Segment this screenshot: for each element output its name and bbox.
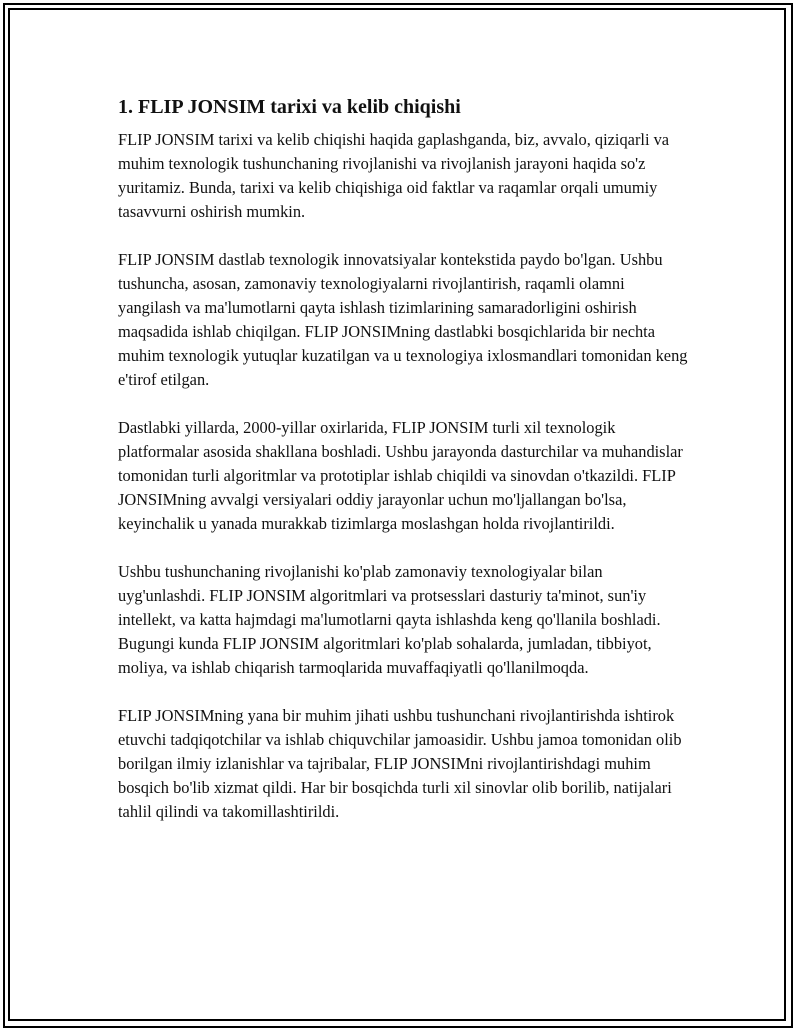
paragraph-5: FLIP JONSIMning yana bir muhim jihati ushbu tushunchani rivojlantirishda ishtirok etuvchi tadqiqotchilar va ishlab chiquvchilar jamoasidir. Ushbu jamoa tomonidan olib borilgan ilmiy izlanishlar va tajribalar, FLIP JONSIMni rivojlantirishdagi muhim bosqich bo'lib xizmat qildi. Har bir bosqichda turli xil sinovlar olib borilib, natijalari tahlil qilindi va takomillashtirildi. (118, 706, 682, 821)
paragraph-1: FLIP JONSIM tarixi va kelib chiqishi haqida gaplashganda, biz, avvalo, qiziqarli va muhim texnologik tushunchaning rivojlanishi va rivojlanish jarayoni haqida so'z yuritamiz. Bunda, tarixi va kelib chiqishiga oid faktlar va raqamlar orqali umumiy tasavvurni oshirish mumkin. (118, 130, 670, 221)
paragraph-4: Ushbu tushunchaning rivojlanishi ko'plab zamonaviy texnologiyalar bilan uyg'unlashdi. FLIP JONSIM algoritmlari va protsesslari dasturiy ta'minot, sun'iy intellekt, va katta hajmdagi ma'lumotlarni qayta ishlashda keng qo'llanila boshladi. Bugungi kunda FLIP JONSIM algoritmlari ko'plab sohalarda, jumladan, tibbiyot, moliya, va ishlab chiqarish tarmoqlarida muvaffaqiyatli qo'llanilmoqda. (118, 562, 661, 677)
document-body (118, 94, 688, 848)
paragraph-2: FLIP JONSIM dastlab texnologik innovatsiyalar kontekstida paydo bo'lgan. Ushbu tushuncha, asosan, zamonaviy texnologiyalarni rivojlantirish, raqamli olamni yangilash va ma'lumotlarni qayta ishlash tizimlarining samaradorligini oshirish maqsadida ishlab chiqilgan. FLIP JONSIMning dastlabki bosqichlarida bir nechta muhim texnologik yutuqlar kuzatilgan va u texnologiya ixlosmandlari tomonidan keng e'tirof etilgan. (118, 250, 688, 389)
paragraph-3: Dastlabki yillarda, 2000-yillar oxirlarida, FLIP JONSIM turli xil texnologik platformalar asosida shakllana boshladi. Ushbu jarayonda dasturchilar va muhandislar tomonidan turli algoritmlar va prototiplar ishlab chiqildi va sinovdan o'tkazildi. FLIP JONSIMning avvalgi versiyalari oddiy jarayonlar uchun mo'ljallangan bo'lsa, keyinchalik u yanada murakkab tizimlarga moslashgan holda rivojlantirildi. (118, 418, 683, 533)
section-heading: 1. FLIP JONSIM tarixi va kelib chiqishi (118, 96, 461, 118)
